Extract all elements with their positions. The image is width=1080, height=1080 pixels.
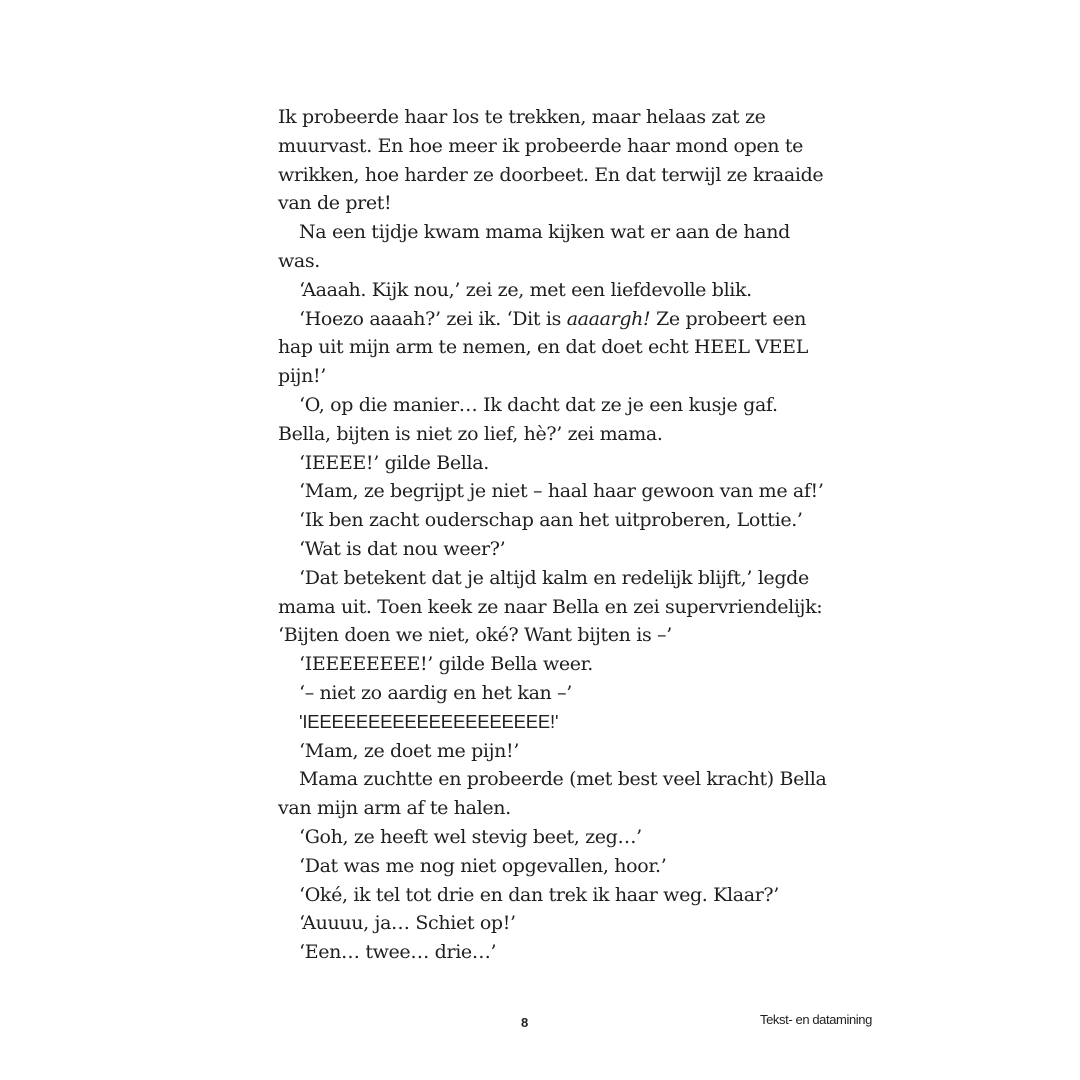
text-line-28: ‘Oké, ik tel tot drie en dan trek ik haar weg. Klaar?’ (299, 883, 779, 906)
text-line-14: ‘Mam, ze begrijpt je niet – haal haar gewoon van me af!’ (299, 480, 824, 503)
text-line-1: Ik probeerde haar los te trekken, maar helaas zat ze (278, 106, 766, 128)
text-line-8 (278, 305, 808, 334)
text-line-8-end: Ze probeert een (650, 307, 807, 330)
text-line-12: Bella, bijten is niet zo lief, hè?’ zei mama. (278, 422, 663, 445)
text-line-11: ‘O, op die manier… Ik dacht dat ze je een kusje gaf. (299, 393, 778, 416)
text-line-26: ‘Goh, ze heeft wel stevig beet, zeg…’ (299, 825, 642, 848)
text-line-9: hap uit mijn arm te nemen, en dat doet echt HEEL VEEL (278, 336, 808, 359)
text-line-20: ‘IEEEEEEEE!’ gilde Bella weer. (299, 653, 593, 676)
italic-exclamation: aaaargh! (566, 307, 651, 330)
text-line-18: mama uit. Toen keek ze naar Bella en zei supervriendelijk: (278, 595, 823, 618)
text-line-17: ‘Dat betekent dat je altijd kalm en redelijk blijft,’ legde (299, 566, 809, 589)
text-line-6: was. (278, 249, 320, 272)
text-line-5: Na een tijdje kwam mama kijken wat er aan de hand (299, 221, 790, 244)
text-line-15: ‘Ik ben zacht ouderschap aan het uitproberen, Lottie.’ (299, 509, 803, 532)
text-line-2: muurvast. En hoe meer ik probeerde haar mond open te (278, 134, 804, 157)
text-line-3: wrikken, hoe harder ze doorbeet. En dat terwijl ze kraaide (278, 163, 824, 186)
text-line-27: ‘Dat was me nog niet opgevallen, hoor.’ (299, 854, 667, 877)
text-line-13: ‘IEEEE!’ gilde Bella. (299, 451, 489, 474)
text-line-25: van mijn arm af te halen. (278, 797, 511, 820)
text-line-10: pijn!’ (278, 365, 326, 388)
footer-note: Tekst- en datamining (760, 1012, 872, 1027)
text-line-22-scream: 'IEEEEEEEEEEEEEEEEEEEE!' (299, 710, 559, 732)
body-text (278, 103, 827, 967)
footer-note-container (760, 1011, 896, 1031)
text-line-30: ‘Een… twee… drie…’ (299, 941, 497, 964)
text-line-29: ‘Auuuu, ja… Schiet op!’ (299, 912, 516, 935)
text-line-21: ‘– niet zo aardig en het kan –’ (299, 681, 572, 704)
text-line-24: Mama zuchtte en probeerde (met best veel kracht) Bella (299, 768, 827, 791)
text-line-4: van de pret! (278, 192, 392, 215)
text-line-23: ‘Mam, ze doet me pijn!’ (299, 739, 520, 762)
page-number: 8 (521, 1015, 529, 1030)
text-line-8-start: ‘Hoezo aaaah?’ zei ik. ‘Dit is (299, 307, 567, 330)
text-line-19: ‘Bijten doen we niet, oké? Want bijten is –’ (278, 624, 672, 647)
text-line-16: ‘Wat is dat nou weer?’ (299, 537, 506, 560)
text-line-7: ‘Aaaah. Kijk nou,’ zei ze, met een liefdevolle blik. (299, 278, 752, 301)
